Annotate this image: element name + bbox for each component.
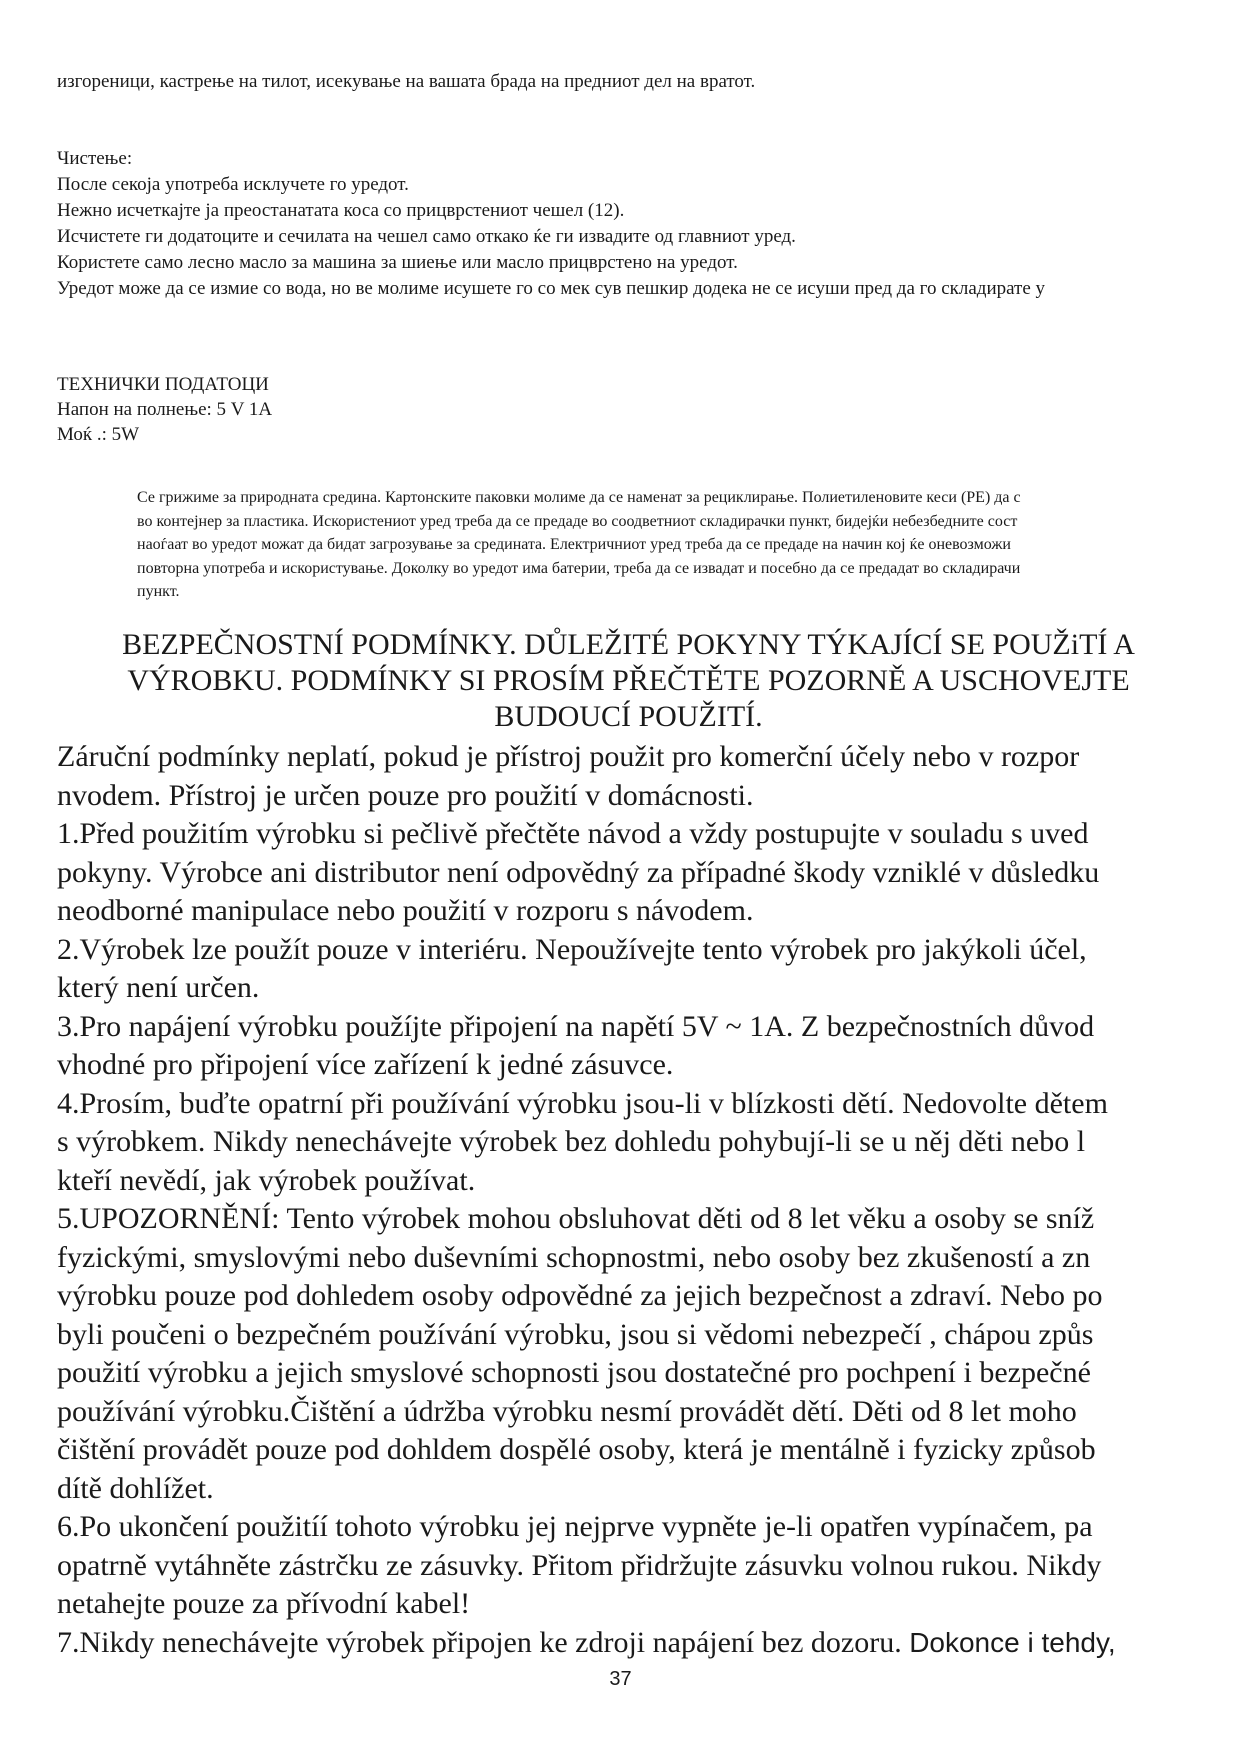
text-line: Уредот може да се измие со вода, но ве молиме исушете го со мек сув пешкир додека не се исуши пред да го складирате у [57,278,1046,299]
text-line: 5.UPOZORNĚNÍ: Tento výrobek mohou obsluhovat děti od 8 let věku a osoby se sníž [57,1202,1095,1235]
text-line: 6.Po ukončení použitíí tohoto výrobku jej nejprve vypněte je-li opatřen vypínačem, pa [57,1510,1093,1543]
text-line: во контејнер за пластика. Искористениот уред треба да се предаде во соодветниот складирачки пункт, бидејќи небезбедните сост [137,512,1018,530]
text-line: opatrně vytáhněte zástrčku ze zásuvky. Přitom přidržujte zásuvku volnou rukou. Nikdy [57,1548,1102,1582]
text-line: výrobku pouze pod dohledem osoby odpovědné za jejich bezpečnost a zdraví. Nebo po [57,1279,1103,1312]
text-line: čištění provádět pouze pod dohldem dospělé osoby, která je mentálně i fyzicky způsob [57,1433,1096,1466]
text-line: пункт. [137,583,180,600]
text-line: После секоја употреба исклучете го уредот. [57,174,409,195]
last-text-line [57,1624,1200,1663]
text-line: který není určen. [57,971,260,1004]
cleaning-section [57,146,1200,302]
text-line: повторна употреба и искористување. Доколку во уредот има батерии, треба да се извадат и посебно да се предадат во складирачи [137,559,1021,577]
text-line: 4.Prosím, buďte opatrní při používání výrobku jsou-li v blízkosti dětí. Nedovolte dětem [57,1086,1108,1120]
heading-line: VÝROBKU. PODMÍNKY SI PROSÍM PŘEČTĚTE POZORNĚ A USCHOVEJTE [127,664,1130,697]
text-line: Нежно исчеткајте ја преостанатата коса со прицврстениот чешел (12). [57,200,625,221]
voltage-spec: Напон на полнење: 5 V 1A [57,399,273,420]
text-line: netahejte pouze za přívodní kabel! [57,1587,471,1620]
text-line: vhodné pro připojení více zařízení k jedné zásuvce. [57,1048,674,1081]
text-line: používání výrobku.Čištění a údržba výrobku nesmí provádět dětí. Děti od 8 let moho [57,1394,1077,1428]
text-line: neodborné manipulace nebo použití v rozporu s návodem. [57,894,754,927]
technical-data-heading: ТЕХНИЧКИ ПОДАТОЦИ [57,374,269,395]
text-line: dítě dohlížet. [57,1471,214,1505]
text-line: pokyny. Výrobce ani distributor není odpovědný za případné škody vzniklé v důsledku [57,855,1100,889]
text-line: byli poučeni o bezpečném používání výrobku, jsou si vědomi nebezpečí , chápou způs [57,1317,1094,1351]
safety-instructions [57,738,1200,1662]
text-line: Záruční podmínky neplatí, pokud je přístroj použit pro komerční účely nebo v rozpor [57,740,1080,773]
last-line-serif: 7.Nikdy nenechávejte výrobek připojen ke zdroji napájení bez dozoru. [57,1625,910,1659]
text-line: 1.Před použitím výrobku si pečlivě přečtěte návod a vždy postupujte v souladu s uved [57,817,1089,850]
text-line: fyzickými, smyslovými nebo duševními schopnostmi, nebo osoby bez zkušeností a zn [57,1240,1091,1274]
technical-data-section [57,372,1200,447]
text-line: изгореници, кастрење на тилот, исекување на вашата брада на предниот дел на вратот. [57,71,756,92]
text-line: Исчистете ги додатоците и сечилата на чешел само откако ќе ги извадите од главниот уред. [57,226,796,247]
text-line: Користете само лесно масло за машина за шиење или масло прицврстено на уредот. [57,252,738,273]
text-line: наоѓаат во уредот можат да бидат загрозување за срединатa. Електричниот уред треба да се предаде на начин кој ќе оневозможи [137,536,1011,553]
text-line: Се грижиме за природната средина. Картонските паковки молиме да се наменат за рециклирање. Полиетиленовите кеси (PE) да с [137,489,1021,506]
heading-line: BEZPEČNOSTNÍ PODMÍNKY. DŮLEŽITÉ POKYNY TÝKAJÍCÍ SE POUŽiTÍ A [122,628,1135,661]
safety-heading [57,627,1200,735]
last-line-sans: Dokonce i tehdy, [909,1626,1116,1658]
text-line: kteří nevědí, jak výrobek používat. [57,1163,476,1197]
environment-notice [137,486,1200,604]
intro-text [57,70,1200,94]
text-line: nvodem. Přístroj je určen pouze pro použití v domácnosti. [57,778,754,812]
text-line: s výrobkem. Nikdy nenechávejte výrobek bez dohledu pohybují-li se u něj děti nebo l [57,1125,1086,1158]
text-line: použití výrobku a jejich smyslové schopnosti jsou dostatečné pro pochpení i bezpečné [57,1356,1091,1389]
cleaning-heading: Чистење: [57,148,133,169]
page-number: 37 [609,1668,632,1690]
text-line: 2.Výrobek lze použít pouze v interiéru. Nepoužívejte tento výrobek pro jakýkoli účel, [57,932,1087,966]
text-line: 3.Pro napájení výrobku použíjte připojení na napětí 5V ~ 1A. Z bezpečnostních důvod [57,1009,1095,1043]
heading-line: BUDOUCÍ POUŽITÍ. [494,700,763,733]
power-spec: Моќ .: 5W [57,424,140,445]
